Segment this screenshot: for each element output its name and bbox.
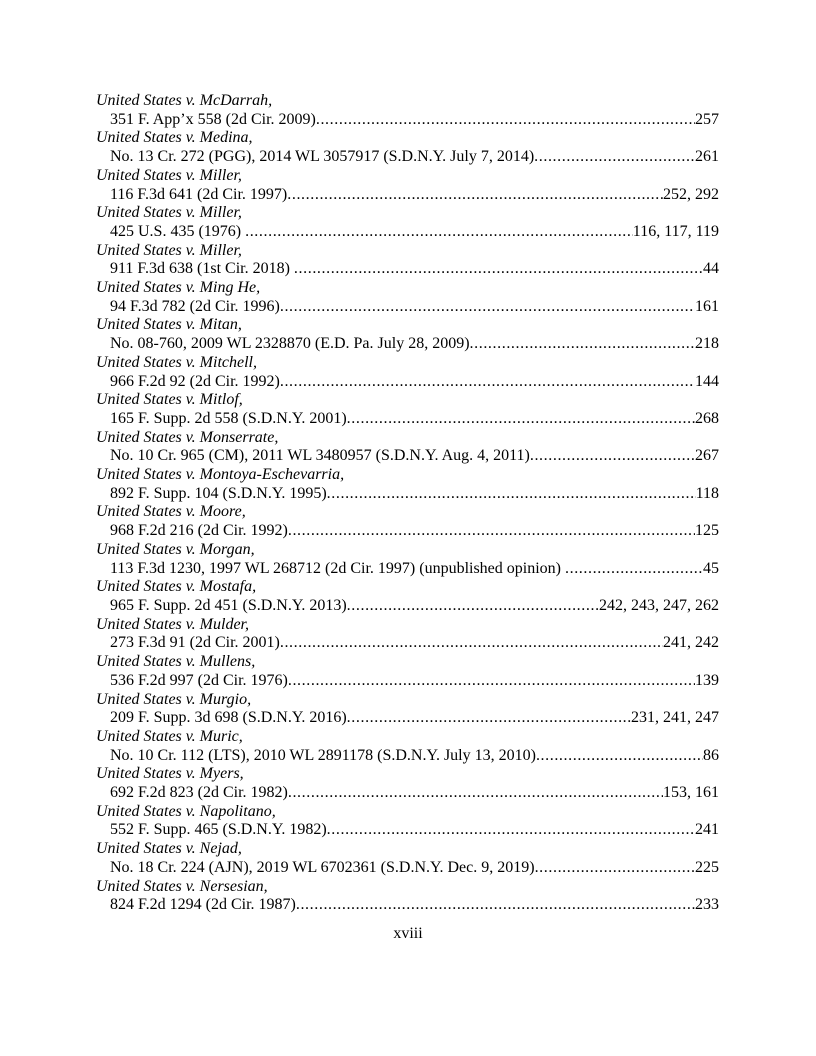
case-citation-line	[96, 148, 719, 167]
case-entry	[96, 840, 719, 877]
dot-leader	[535, 859, 695, 878]
case-entry	[96, 92, 719, 129]
dot-leader	[470, 335, 695, 354]
dot-leader	[347, 709, 631, 728]
page-references: 153, 161	[663, 784, 719, 802]
page-references: 261	[695, 148, 719, 166]
dot-leader	[294, 260, 703, 279]
dot-leader	[245, 223, 633, 242]
case-name: United States v. Mulder,	[96, 615, 250, 633]
page-references: 45	[703, 559, 719, 577]
dot-leader	[534, 148, 695, 167]
case-name: United States v. Morgan,	[96, 540, 255, 558]
case-name: United States v. Montoya-Eschevarria,	[96, 466, 345, 484]
case-citation: 425 U.S. 435 (1976)	[110, 222, 246, 240]
case-citation-line	[96, 260, 719, 279]
case-citation-line	[96, 709, 719, 728]
case-citation-line	[96, 784, 719, 803]
dot-leader	[280, 298, 695, 317]
page-references: 225	[695, 858, 719, 876]
page-references: 116, 117, 119	[632, 222, 719, 240]
dot-leader	[288, 522, 695, 541]
case-name: United States v. Muric,	[96, 727, 243, 745]
case-name: United States v. Ming He,	[96, 279, 261, 297]
dot-leader	[565, 560, 703, 579]
dot-leader	[347, 410, 695, 429]
case-citation-line	[96, 373, 719, 392]
case-citation: 824 F.2d 1294 (2d Cir. 1987)	[110, 896, 296, 914]
case-citation-line	[96, 821, 719, 840]
case-entry	[96, 466, 719, 503]
table-of-authorities	[96, 92, 719, 915]
page-references: 139	[695, 671, 719, 689]
case-entry	[96, 653, 719, 690]
dot-leader	[280, 373, 695, 392]
page-references: 233	[695, 896, 719, 914]
case-name: United States v. Nersesian,	[96, 877, 268, 895]
page-references: 144	[695, 372, 719, 390]
case-citation: 165 F. Supp. 2d 558 (S.D.N.Y. 2001)	[110, 409, 347, 427]
page-references: 86	[703, 746, 719, 764]
case-entry	[96, 242, 719, 279]
page-references: 118	[695, 484, 719, 502]
case-entry	[96, 541, 719, 578]
case-entry	[96, 279, 719, 316]
case-entry	[96, 728, 719, 765]
case-citation-line	[96, 522, 719, 541]
dot-leader	[296, 896, 695, 915]
page-references: 267	[695, 447, 719, 465]
case-citation: No. 18 Cr. 224 (AJN), 2019 WL 6702361 (S.D.N.Y. Dec. 9, 2019)	[110, 858, 535, 876]
page-footer	[0, 925, 816, 944]
case-entry	[96, 803, 719, 840]
case-citation-line	[96, 335, 719, 354]
case-name: United States v. Miller,	[96, 241, 242, 259]
case-citation: No. 13 Cr. 272 (PGG), 2014 WL 3057917 (S.D.N.Y. July 7, 2014)	[110, 148, 535, 166]
page-references: 241	[695, 821, 719, 839]
case-entry	[96, 578, 719, 615]
case-citation-line	[96, 859, 719, 878]
case-citation-line	[96, 672, 719, 691]
case-entry	[96, 167, 719, 204]
page-references: 257	[695, 110, 719, 128]
case-entry	[96, 129, 719, 166]
case-citation-line	[96, 597, 719, 616]
page-references: 125	[695, 522, 719, 540]
dot-leader	[288, 672, 695, 691]
dot-leader	[536, 747, 703, 766]
case-citation: 113 F.3d 1230, 1997 WL 268712 (2d Cir. 1997) (unpublished opinion)	[110, 559, 565, 577]
case-citation: 209 F. Supp. 3d 698 (S.D.N.Y. 2016)	[110, 709, 347, 727]
case-name: United States v. Mullens,	[96, 653, 256, 671]
page-references: 44	[703, 260, 719, 278]
case-citation: 965 F. Supp. 2d 451 (S.D.N.Y. 2013)	[110, 596, 347, 614]
case-name: United States v. Miller,	[96, 166, 242, 184]
case-citation-line	[96, 485, 719, 504]
case-citation: No. 10 Cr. 112 (LTS), 2010 WL 2891178 (S.D.N.Y. July 13, 2010)	[110, 746, 536, 764]
case-citation: 94 F.3d 782 (2d Cir. 1996)	[110, 297, 280, 315]
dot-leader	[327, 821, 695, 840]
case-name: United States v. Monserrate,	[96, 428, 279, 446]
case-citation-line	[96, 186, 719, 205]
page-references: 242, 243, 247, 262	[599, 596, 719, 614]
case-citation: 351 F. App’x 558 (2d Cir. 2009)	[110, 110, 316, 128]
dot-leader	[327, 485, 696, 504]
case-name: United States v. Nejad,	[96, 840, 242, 858]
case-name: United States v. Moore,	[96, 503, 246, 521]
case-citation-line	[96, 560, 719, 579]
case-entry	[96, 354, 719, 391]
case-citation-line	[96, 111, 719, 130]
case-name: United States v. Mitlof,	[96, 391, 243, 409]
page-references: 268	[695, 409, 719, 427]
case-entry	[96, 429, 719, 466]
case-citation: 892 F. Supp. 104 (S.D.N.Y. 1995)	[110, 484, 327, 502]
case-citation: 968 F.2d 216 (2d Cir. 1992)	[110, 522, 288, 540]
case-citation: 692 F.2d 823 (2d Cir. 1982)	[110, 784, 288, 802]
case-entry	[96, 316, 719, 353]
case-citation-line	[96, 298, 719, 317]
case-entry	[96, 204, 719, 241]
case-citation: 273 F.3d 91 (2d Cir. 2001)	[110, 634, 280, 652]
case-name: United States v. Mostafa,	[96, 578, 257, 596]
case-name: United States v. Miller,	[96, 204, 242, 222]
case-name: United States v. Medina,	[96, 129, 253, 147]
case-citation: 116 F.3d 641 (2d Cir. 1997)	[110, 185, 288, 203]
case-entry	[96, 878, 719, 915]
case-citation: 911 F.3d 638 (1st Cir. 2018)	[110, 260, 294, 278]
case-citation-line	[96, 410, 719, 429]
dot-leader	[347, 597, 599, 616]
case-citation: 966 F.2d 92 (2d Cir. 1992)	[110, 372, 280, 390]
case-citation-line	[96, 223, 719, 242]
case-citation-line	[96, 896, 719, 915]
page-references: 218	[695, 335, 719, 353]
dot-leader	[280, 634, 663, 653]
case-citation: No. 10 Cr. 965 (CM), 2011 WL 3480957 (S.D.N.Y. Aug. 4, 2011)	[110, 447, 530, 465]
dot-leader	[287, 186, 663, 205]
case-name: United States v. McDarrah,	[96, 92, 273, 109]
case-citation-line	[96, 747, 719, 766]
case-entry	[96, 616, 719, 653]
case-name: United States v. Mitan,	[96, 316, 242, 334]
case-entry	[96, 765, 719, 802]
case-entry	[96, 391, 719, 428]
dot-leader	[288, 784, 663, 803]
case-name: United States v. Murgio,	[96, 690, 252, 708]
page-number: xviii	[393, 925, 423, 942]
case-citation: 552 F. Supp. 465 (S.D.N.Y. 1982)	[110, 821, 327, 839]
page-references: 161	[695, 297, 719, 315]
case-citation: 536 F.2d 997 (2d Cir. 1976)	[110, 671, 288, 689]
dot-leader	[316, 111, 695, 130]
case-entry	[96, 503, 719, 540]
case-citation-line	[96, 447, 719, 466]
page-references: 231, 241, 247	[631, 709, 719, 727]
case-citation-line	[96, 634, 719, 653]
case-name: United States v. Napolitano,	[96, 802, 276, 820]
page-references: 252, 292	[663, 185, 719, 203]
case-entry	[96, 691, 719, 728]
case-citation: No. 08-760, 2009 WL 2328870 (E.D. Pa. July 28, 2009)	[110, 335, 470, 353]
dot-leader	[530, 447, 695, 466]
case-name: United States v. Myers,	[96, 765, 244, 783]
page-references: 241, 242	[663, 634, 719, 652]
case-name: United States v. Mitchell,	[96, 353, 257, 371]
